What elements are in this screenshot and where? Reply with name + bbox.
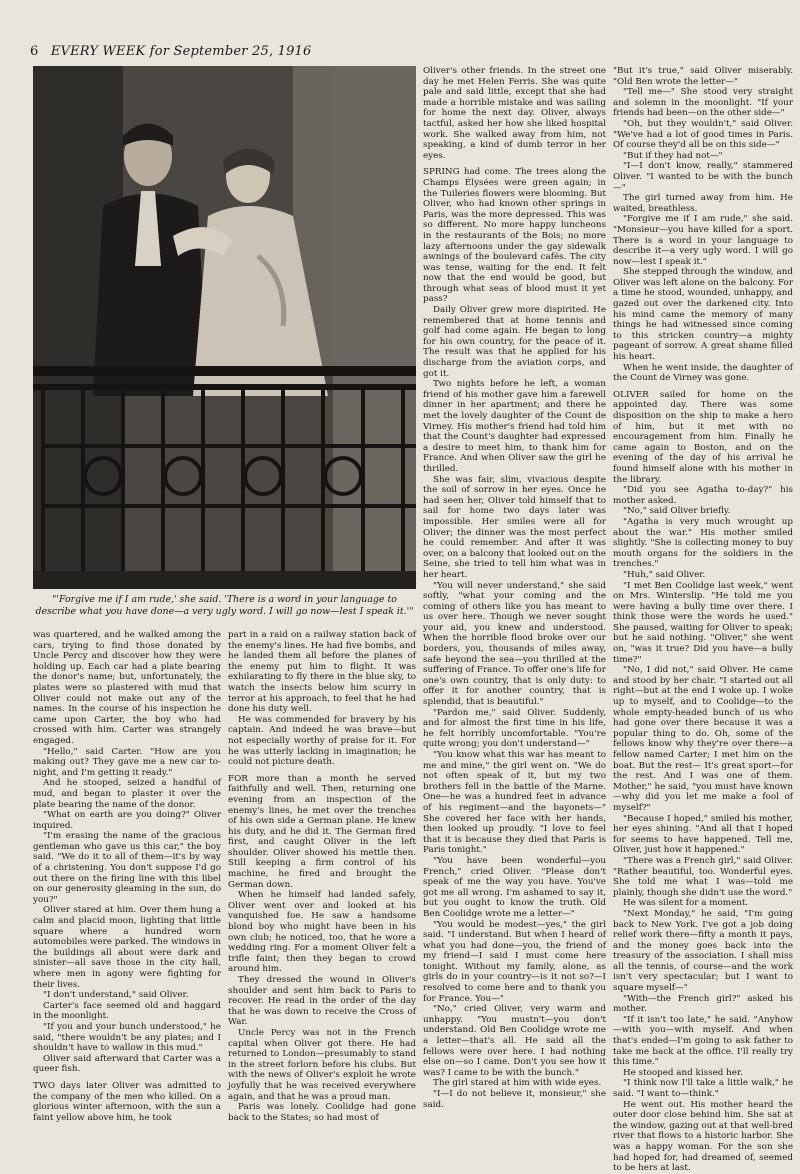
paragraph: Oliver said afterward that Carter was a queer fish.: [33, 1053, 221, 1075]
paragraph: "If it isn't too late," he said. "Anyhow—with you—with myself. And when that's ended—I'm going to ask father to take me back at the office. I'll really try this time.": [613, 1014, 793, 1068]
paragraph: "No," said Oliver briefly.: [623, 506, 731, 517]
magazine-title: EVERY WEEK for September 25, 1916: [50, 44, 312, 59]
paragraph: "What on earth are you doing?" Oliver inquired.: [33, 810, 221, 831]
paragraph: "I met Ben Coolidge last week," went on Mrs. Winterslip. "He told me you were having a bully time over there. I think those were the words he used." She paused, waiting for Oliver to speak; but he said nothing. "Oliver," she went on, "was it true? Did you have—a bully time?": [613, 580, 793, 665]
paragraph: "Forgive me if I am rude," she said. "Monsieur—you have killed for a sport. There is a word in your language to describe it—a very ugly word. I will go now—lest I speak it.": [613, 214, 793, 267]
paragraph: "There was a French girl," said Oliver. "Rather beautiful, too. Wonderful eyes. She told me what I was—told me plainly, though she didn't use the word.": [613, 855, 793, 898]
paragraph: TWO days later Oliver was admitted to the company of the men who killed. On a glorious winter afternoon, with the sun a faint yellow above him, he took: [33, 1080, 221, 1123]
paragraph: "Pardon me," said Oliver. Suddenly, and for almost the first time in his life, he felt horribly uncomfortable. "You're quite wrong; you don't understand—": [423, 707, 606, 750]
paragraph: "I—I do not believe it, monsieur," she said.: [423, 1089, 606, 1110]
paragraph: "No, I did not," said Oliver. He came and stood by her chair. "I started out all right—but at the end I woke up. I woke up to myself, and to Coolidge—to the whole empty-headed bunch of us who had gone over there because it was a popular thing to do. Oh, some of the fellows know why they're over there—a fellow named Carter; I met him on the boat. But the rest— It's great sport—for the rest. And I was one of them. Mother," he said, "you must have known—why did you let me make a fool of myself?": [613, 665, 793, 813]
paragraph: "No," cried Oliver, very warm and unhappy. "You mustn't—you don't understand. Old Ben Coolidge wrote me a letter—that's all. He said all the fellows were over here. I had nothing else on—so I came. Don't you see how it was? I came to be with the bunch.": [423, 1004, 606, 1078]
paragraph: "Because I hoped," smiled his mother, her eyes shining. "And all that I hoped for seems to have happened. Tell me, Oliver, just how it happened.": [613, 813, 793, 856]
paragraph: When he himself had landed safely, Oliver went over and looked at his vanquished foe. He saw a handsome blond boy who might have been in his own club; he noticed, too, that he wore a wedding ring. For a moment Oliver felt a trifle faint; then they began to crowd around him.: [228, 890, 416, 975]
page-header: [30, 44, 312, 59]
paragraph: "You know what this war has meant to me and mine," the girl went on. "We do not often speak of it, but my two brothers fell in the battle of the Marne. One—he was a hundred feet in advance of his regiment—and the bayonets—" She covered her face with her hands, then looked up proudly. "I love to feel that it is because they died that Paris is Paris tonight.": [423, 750, 606, 856]
paragraph: He stooped and kissed her.: [623, 1067, 743, 1078]
paragraph: The girl turned away from him. He waited, breathless.: [613, 193, 793, 214]
paragraph: Carter's face seemed old and haggard in the moonlight.: [33, 1000, 221, 1022]
paragraph: Oliver's other friends. In the street one day he met Helen Ferris. She was quite pale and said little, except that she had made a horrible mistake and was sailing for home the next day. Oliver, always tactful, asked her how she liked hospital work. She walked away from him, not speaking, a kind of dumb terror in her eyes.: [423, 66, 606, 161]
paragraph: He was commended for bravery by his captain. And indeed he was brave—but not especially worthy of praise for it. For he was utterly lacking in imagination; he could not picture death.: [228, 714, 416, 768]
text-column-4: [613, 66, 793, 1174]
paragraph: SPRING had come. The trees along the Champs Élysées were green again; in the Tuileries flowers were blooming. But Oliver, who had known other springs in Paris, was the more depressed. This was so different. No more happy luncheons in the restaurants of the Bois; no more lazy afternoons under the gay sidewalk awnings of the boulevard cafés. The city was tense, waiting for the end. It felt now that the end would be good, but through what seas of blood must it yet pass?: [423, 167, 606, 305]
paragraph: Oliver stared at him. Over them hung a calm and placid moon, lighting that little square where a hundred worn automobiles were parked. The windows in the buildings all about were dark and sinister—all save those in the city hall, where men in agony were fighting for their lives.: [33, 905, 221, 990]
paragraph: Two nights before he left, a woman friend of his mother gave him a farewell dinner in her apartment; and there he met the lovely daughter of the Count de Virney. His mother's friend had told him that the Count's daughter had expressed a desire to meet him, to thank him for France. And when Oliver saw the girl he thrilled.: [423, 379, 606, 474]
paragraph: OLIVER sailed for home on the appointed day. There was some disposition on the ship to make a hero of him, but it met with no encouragement from him. Finally he came again to Boston, and on the evening of the day of his arrival he found himself alone with his mother in the library.: [613, 389, 793, 485]
paragraph: "You will never understand," she said softly, "what your coming and the coming of others like you has meant to us over here. Though we never sought your aid, you knew and understood. When the horrible flood broke over our borders, you, thousands of miles away, safe beyond the sea—you thrilled at the suffering of France. To offer one's life for one's own country, that is only duty: to offer it for another country, that is splendid, that is beautiful.": [423, 580, 606, 708]
text-column-1: [33, 630, 221, 1123]
paragraph: "You have been wonderful—you French," cried Oliver. "Please don't speak of me the way you have. You've got me all wrong. I'm ashamed to say it, but you ought to know the truth. Old Ben Coolidge wrote me a letter—": [423, 855, 606, 919]
paragraph: "With—the French girl?" asked his mother.: [613, 993, 793, 1015]
paragraph: "If you and your bunch understood," he said, "there wouldn't be any plates; and I shouldn't have to wallow in this mud.": [33, 1021, 221, 1054]
text-column-3: [423, 66, 606, 1110]
illustration-couple-on-balcony-icon: [33, 66, 416, 589]
paragraph: "Next Monday," he said, "I'm going back to New York. I've got a job doing relief work there—fifty a month it pays, and the money goes back into the treasury of the association. I shall miss all the tennis, of course—and the work isn't very spectacular; but I want to square myself—": [613, 908, 793, 994]
paragraph: He went out. His mother heard the outer door close behind him. She sat at the window, gazing out at that well-bred river that flows to a historic harbor. She was a happy woman. For the son she had hoped for, had dreamed of, seemed to be hers at last.: [613, 1099, 793, 1174]
page-number: 6: [30, 44, 39, 59]
paragraph: "But it's true," said Oliver miserably. "Old Ben wrote the letter—": [613, 66, 793, 87]
paragraph: When he went inside, the daughter of the Count de Virney was gone.: [613, 362, 793, 384]
paragraph: "I think now I'll take a little walk," he said. "I want to—think.": [613, 1078, 793, 1099]
paragraph: "I—I don't know, really," stammered Oliver. "I wanted to be with the bunch—": [613, 161, 793, 193]
paragraph: She stepped through the window, and Oliver was left alone on the balcony. For a time he stood, wounded, unhappy, and gazed out over the darkened city. Into his mind came the memory of many things he had witnessed since coming to this stricken country—a mighty pageant of sorrow. A great shame filled his heart.: [613, 267, 793, 363]
paragraph: "Oh, but they wouldn't," said Oliver. "We've had a lot of good times in Paris. Of course they'd all be on this side—": [613, 118, 793, 151]
paragraph: "Huh," said Oliver.: [623, 569, 706, 580]
paragraph: They dressed the wound in Oliver's shoulder and sent him back to Paris to recover. He read in the order of the day that he was down to receive the Cross of War.: [228, 975, 416, 1028]
paragraph: FOR more than a month he served faithfully and well. Then, returning one evening from an inspection of the enemy's lines, he met over the trenches of his own side a German plane. He knew his duty, and he did it. The German fired first, and caught Oliver in the left shoulder. Oliver showed his mettle then. Still keeping a firm control of his machine, he fired and brought the German down.: [228, 773, 416, 890]
paragraph: "Agatha is very much wrought up about the war." His mother smiled slightly. "She is collecting money to buy mouth organs for the soldiers in the trenches.": [613, 516, 793, 570]
paragraph: "I don't understand," said Oliver.: [43, 990, 189, 1001]
paragraph: The girl stared at him with wide eyes.: [433, 1078, 602, 1089]
paragraph: was quartered, and he walked among the cars, trying to find those donated by Uncle Percy and discover how they were holding up. Each car had a plate bearing the donor's name; but, unfortunately, the plates were so plastered with mud that Oliver could not make out any of the names. In the course of his inspection he came upon Carter, the boy who had crossed with him. Carter was strangely engaged.: [33, 630, 221, 746]
paragraph: Daily Oliver grew more dispirited. He remembered that at home tennis and golf had come again. He began to long for his own country, for the peace of it. The result was that he applied for his discharge from the aviation corps, and got it.: [423, 305, 606, 379]
story-illustration: [33, 66, 416, 589]
paragraph: "I'm erasing the name of the gracious gentleman who gave us this car," the boy said. "We do it to all of them—it's by way of a christening. You don't suppose I'd go out there on the firing line with this libel on our generosity gleaming in the sun, do you?": [33, 831, 221, 905]
paragraph: "But if they had not—": [623, 150, 723, 161]
paragraph: And he stooped, seized a handful of mud, and began to plaster it over the plate bearing the name of the donor.: [33, 778, 221, 810]
paragraph: Paris was lonely. Coolidge had gone back to the States; so had most of: [228, 1102, 416, 1123]
paragraph: "Hello," said Carter. "How are you making out? They gave me a new car to-night, and I'm getting it ready.": [33, 746, 221, 778]
paragraph: "Did you see Agatha to-day?" his mother asked.: [613, 485, 793, 506]
paragraph: She was fair, slim, vivacious despite the soil of sorrow in her eyes. Once he had seen her, Oliver told himself that to sail for home two days later was impossible. Her smiles were all for Oliver; the dinner was the most perfect he could remember. And after it was over, on a balcony that looked out on the Seine, she tried to tell him what was in her heart.: [423, 474, 606, 580]
paragraph: He was silent for a moment.: [623, 898, 749, 909]
paragraph: Uncle Percy was not in the French capital when Oliver got there. He had returned to London—presumably to stand in the street forlorn before his clubs. But with the news of Oliver's exploit he wrote joyfully that he was received everywhere again, and that he was a proud man.: [228, 1027, 416, 1102]
illustration-caption: "'Forgive me if I am rude,' she said. 'There is a word in your language to describe what you have done—a very ugly word. I will go now—lest I speak it.'": [35, 594, 414, 617]
paragraph: "You would be modest—yes," the girl said. "I understand. But when I heard of what you had done—you, the friend of my friend—I said I must come here tonight. Without my family, alone, as girls do in your country—is it not so?—I resolved to come here and to thank you for France. You—": [423, 919, 606, 1004]
text-column-2: [228, 630, 416, 1123]
paragraph: "Tell me—" She stood very straight and solemn in the moonlight. "If your friends had been—on the other side—": [613, 87, 793, 119]
paragraph: part in a raid on a railway station back of the enemy's lines. He had five bombs, and he landed them all before the planes of the enemy put him to flight. It was exhilarating to fly there in the blue sky, to watch the insects below him scurry in terror at his approach, to feel that he had done his duty well.: [228, 630, 416, 715]
